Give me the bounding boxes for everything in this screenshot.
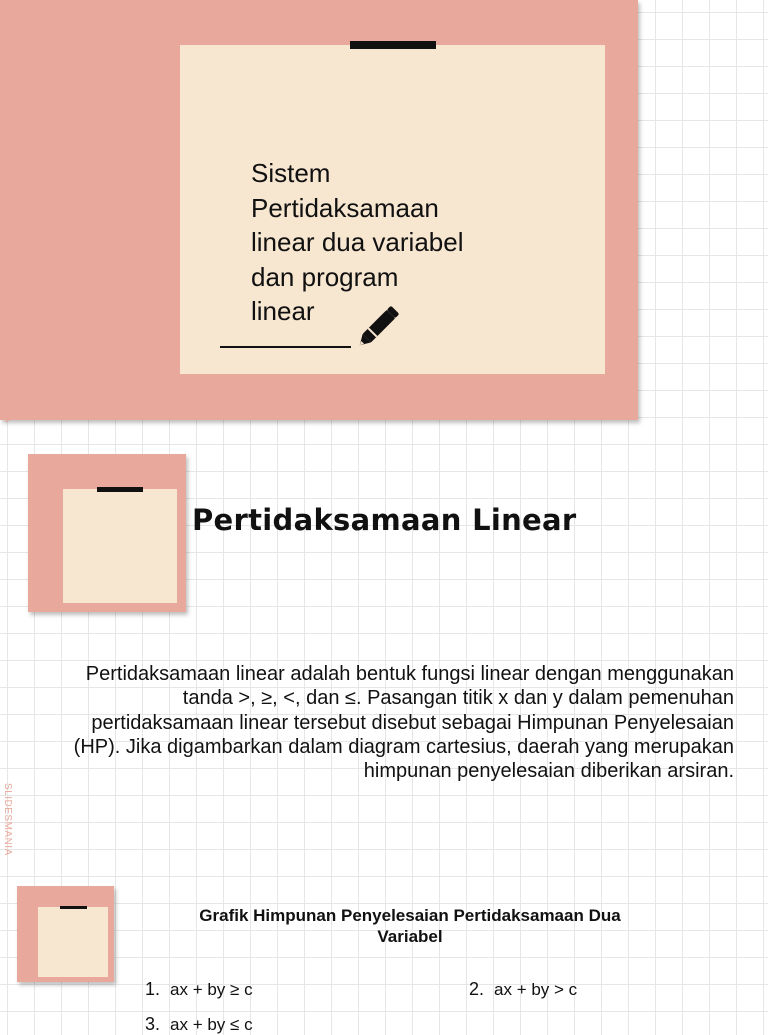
pencil-icon xyxy=(356,300,406,348)
title-card-tape xyxy=(350,41,436,49)
section-card-note xyxy=(63,489,177,603)
watermark-slidesmania-2: SLIDESMANIA xyxy=(2,783,13,856)
presentation-title: Sistem Pertidaksamaan linear dua variabel dan program linear xyxy=(251,158,464,326)
list-item-1 xyxy=(145,979,253,1000)
list-item-text: ax + by ≥ c xyxy=(170,980,253,999)
list-item-text: ax + by ≤ c xyxy=(170,1015,253,1034)
graph-card-tape xyxy=(60,906,87,909)
list-item-2 xyxy=(469,979,577,1000)
graph-card-note xyxy=(38,907,108,977)
list-item-3 xyxy=(145,1014,253,1035)
graph-heading: Grafik Himpunan Penyelesaian Pertidaksamaan Dua Variabel xyxy=(199,906,621,946)
watermark-slidesmania-1: SLIDESMANIA xyxy=(2,350,13,423)
list-item-number: 2. xyxy=(469,979,485,999)
title-underline xyxy=(220,346,351,348)
list-item-text: ax + by > c xyxy=(494,980,578,999)
section-card-tape xyxy=(97,487,143,492)
list-item-number: 1. xyxy=(145,979,161,999)
section-paragraph: Pertidaksamaan linear adalah bentuk fungsi linear dengan menggunakan tanda >, ≥, <, dan ≤. Pasangan titik x dan y dalam pemenuhan pertidaksamaan linear tersebut disebut sebagai Himpunan Penyelesaian (HP). Jika digambarkan dalam diagram cartesius, daerah yang merupakan himpunan penyelesaian diberikan arsiran. xyxy=(73,663,734,783)
list-item-number: 3. xyxy=(145,1014,161,1034)
section-heading: Pertidaksamaan Linear xyxy=(192,503,577,537)
